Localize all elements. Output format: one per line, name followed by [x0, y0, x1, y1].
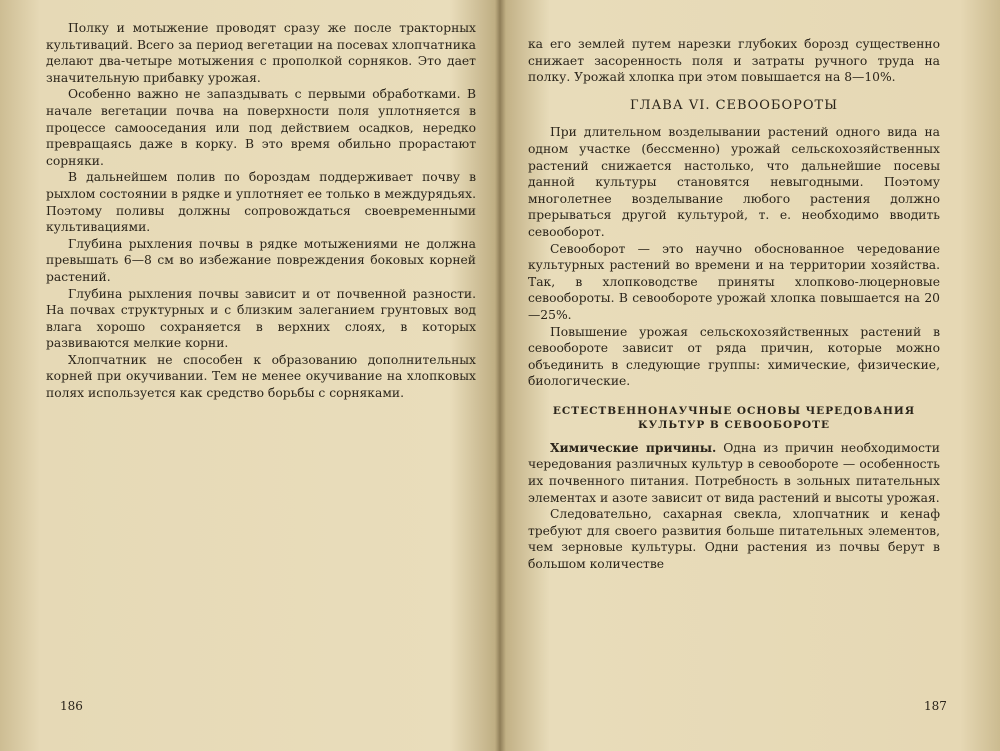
section-lead: Химические причины.: [550, 439, 717, 455]
right-page-number: 187: [924, 699, 947, 713]
section-title: ЕСТЕСТВЕННОНАУЧНЫЕ ОСНОВЫ ЧЕРЕДОВАНИЯ КУЛЬТУР В СЕВООБОРОТЕ: [552, 404, 916, 431]
section-paragraph: [528, 440, 940, 506]
left-paragraph-3: В дальнейшем полив по бороздам поддерживает почву в рыхлом состоянии в рядке и уплотняет ее только в междурядьях. Поэтому поливы должны сопровождаться своевременными культивациями.: [46, 170, 476, 235]
right-paragraph-2: Севооборот — это научно обоснованное чередование культурных растений во времени и на территории хозяйства. Так, в хлопководстве приняты хлопково-люцерновые севообороты. В севообороте урожай хлопка повышается на 20—25%.: [528, 241, 940, 322]
left-page-number: 186: [60, 699, 83, 713]
left-paragraph-5: Глубина рыхления почвы зависит и от почвенной разности. На почвах структурных и с близким залеганием грунтовых вод влага хорошо сохраняется в верхних слоях, в которых развиваются мелкие корни.: [46, 286, 476, 351]
left-paragraph-6: Хлопчатник не способен к образованию дополнительных корней при окучивании. Тем не менее окучивание на хлопковых полях используется как средство борьбы с сорняками.: [46, 352, 476, 401]
right-paragraph-3: Повышение урожая сельскохозяйственных растений в севообороте зависит от ряда причин, которые можно объединить в следующие группы: химические, физические, биологические.: [528, 324, 940, 389]
chapter-title: ГЛАВА VI. СЕВООБОРОТЫ: [629, 97, 838, 113]
right-paragraph-1: При длительном возделывании растений одного вида на одном участке (бессменно) урожай сельскохозяйственных растений снижается настолько, что дальнейшие посевы данной культуры становятся невыгодными. Поэтому многолетнее возделывание любого растения должно прерываться другой культурой, т. е. необходимо вводить севооборот.: [528, 125, 940, 239]
left-paragraph-4: Глубина рыхления почвы в рядке мотыжениями не должна превышать 6—8 см во избежание повреждения боковых корней растений.: [46, 236, 476, 284]
right-intro: ка его землей путем нарезки глубоких борозд существенно снижает засоренность поля и затраты ручного труда на полку. Урожай хлопка при этом повышается на 8—10%.: [528, 37, 940, 85]
left-paragraph-2: Особенно важно не запаздывать с первыми обработками. В начале вегетации почва на поверхности поля уплотняется в процессе самооседания или под действием осадков, нередко превращаясь даже в корку. В это время обильно прорастают сорняки.: [46, 87, 476, 168]
section-text: Одна из причин необходимости чередования различных культур в севообороте — особенность их почвенного питания. Потребность в зольных питательных элементах и азоте зависит от вида растений и высоты урожая.: [528, 440, 940, 505]
left-paragraph-1: Полку и мотыжение проводят сразу же после тракторных культиваций. Всего за период вегетации на посевах хлопчатника делают два-четыре мотыжения с прополкой сорняков. Это дает значительную прибавку урожая.: [46, 21, 476, 85]
left-page: [46, 20, 476, 402]
right-page: [528, 36, 940, 573]
right-last-paragraph: Следовательно, сахарная свекла, хлопчатник и кенаф требуют для своего развития больше питательных элементов, чем зерновые культуры. Одни растения из почвы берут в большом количестве: [528, 507, 940, 572]
